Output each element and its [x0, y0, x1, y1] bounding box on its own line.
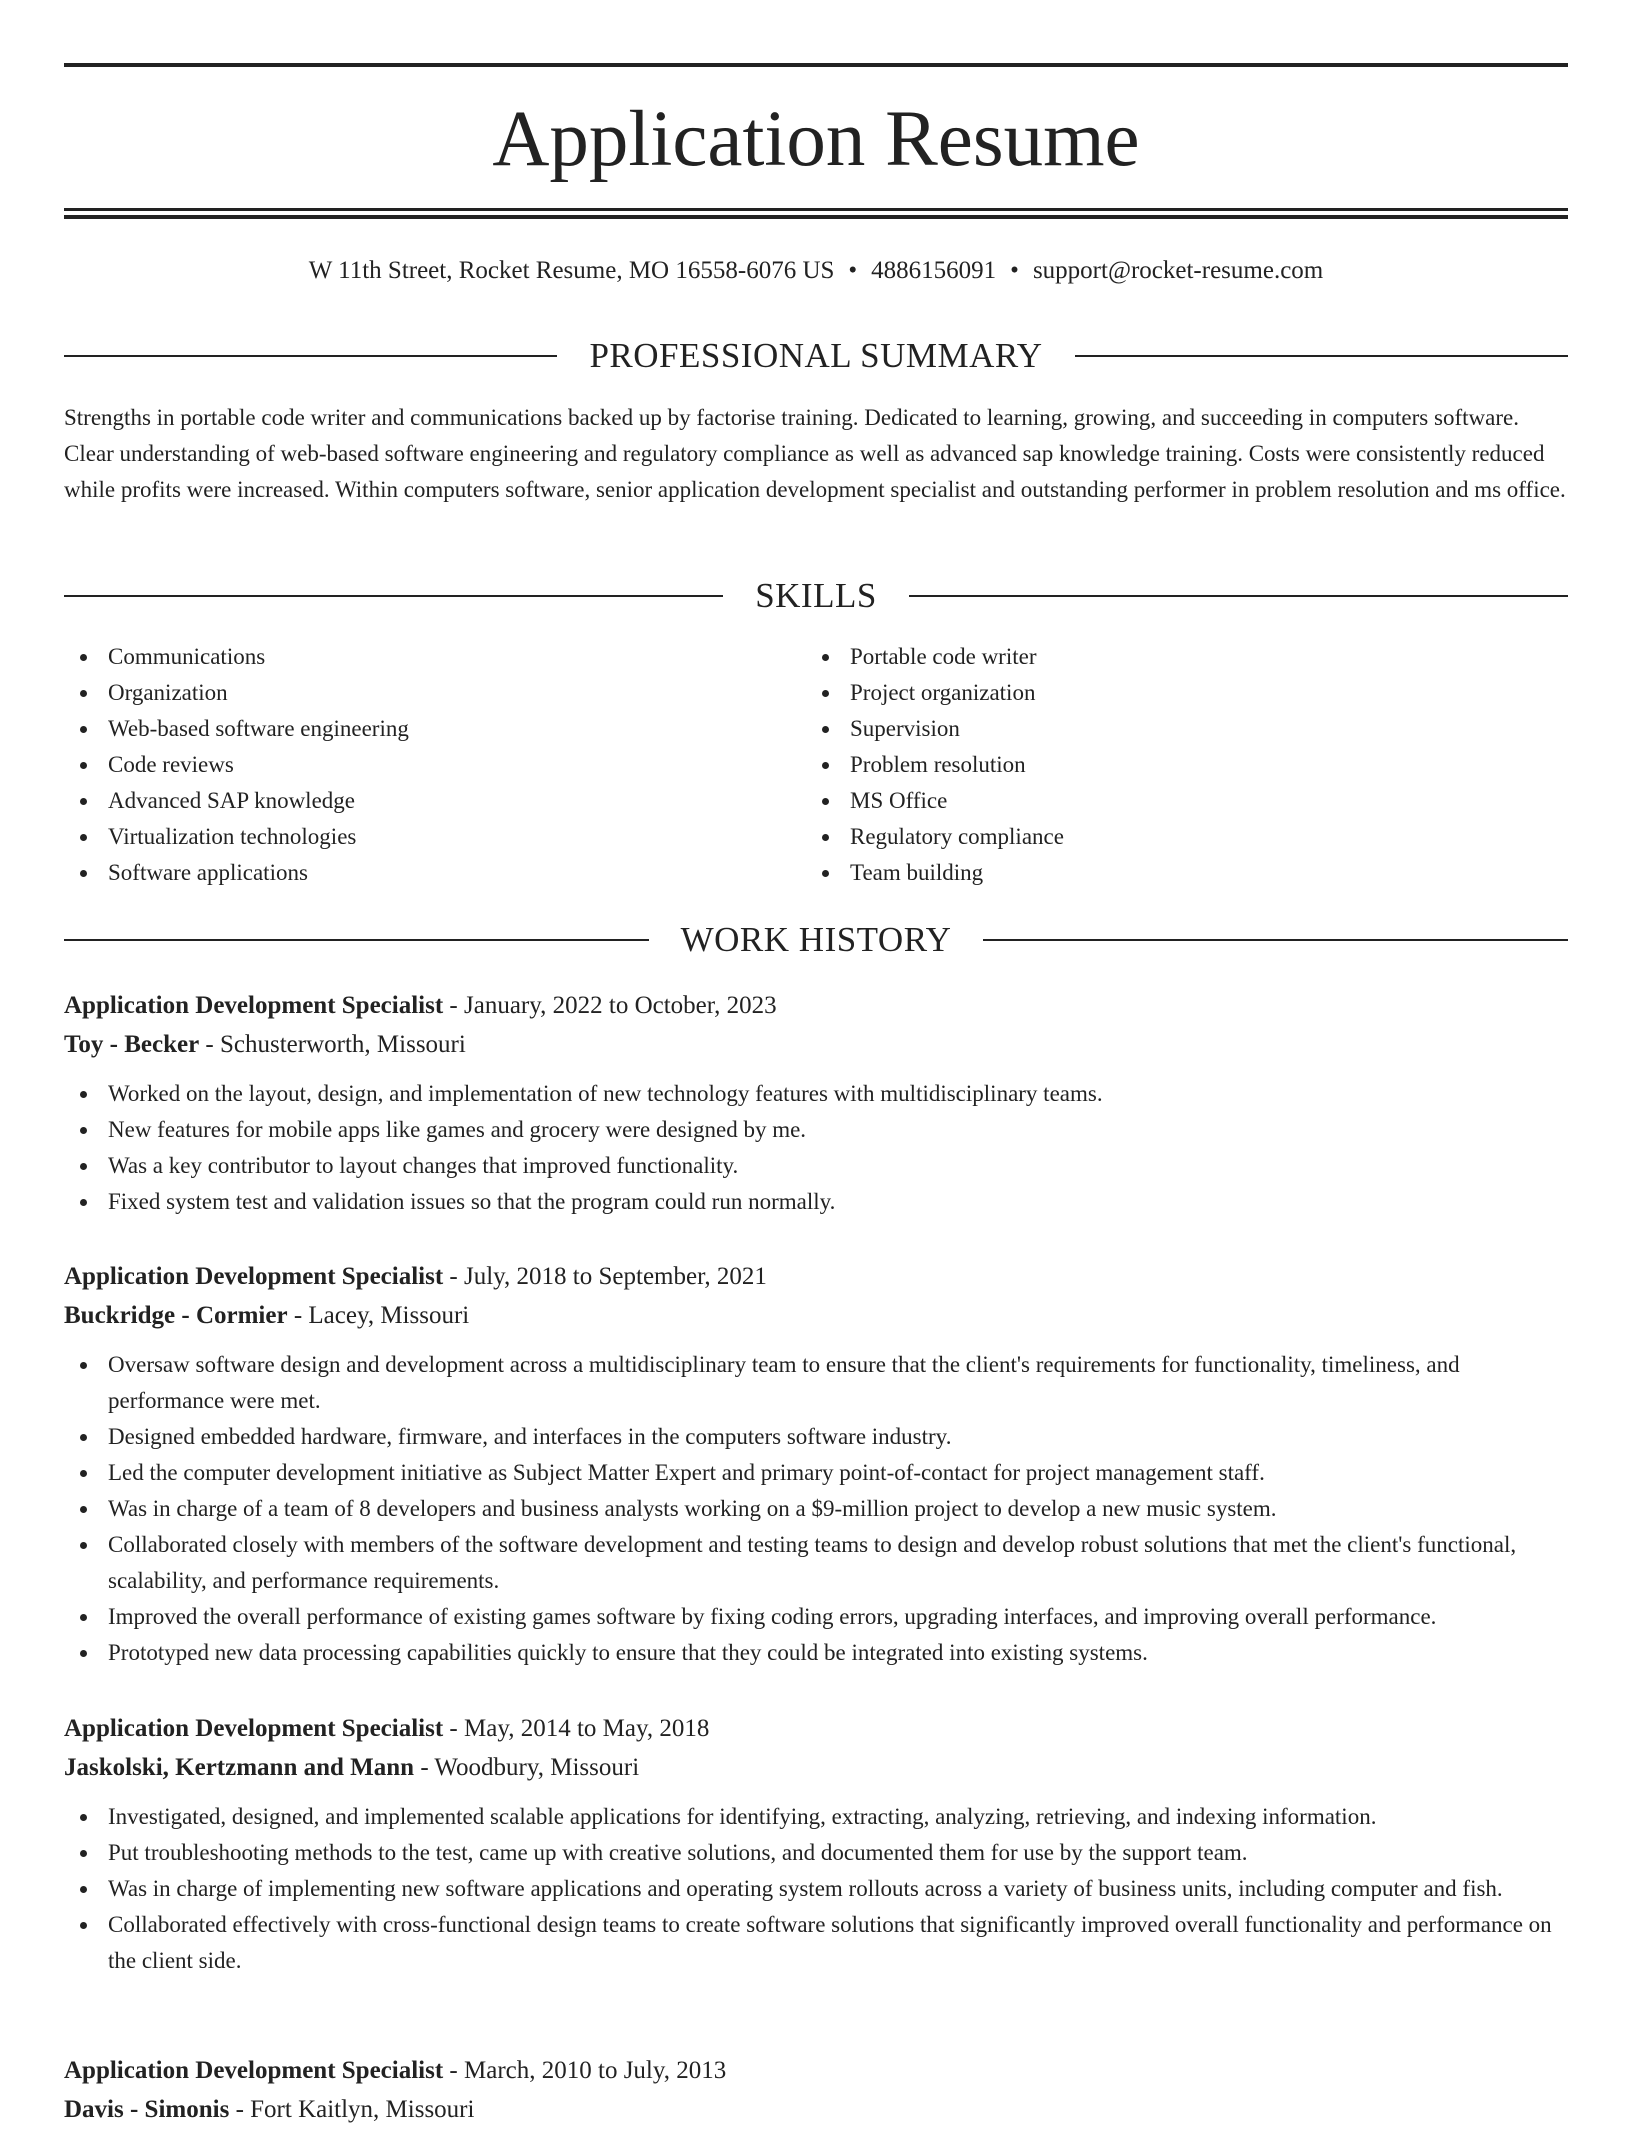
- job-bullet: Designed embedded hardware, firmware, and interfaces in the computers software industry.: [64, 1419, 1568, 1455]
- job-bullet: Collaborated closely with members of the software development and testing teams to design and develop robust solutions that met the client's functional, scalability, and performance requirements.: [64, 1527, 1568, 1599]
- job-company-line: [64, 2090, 1568, 2129]
- job-bullet: Collaborated effectively with cross-functional design teams to create software solutions that significantly improved overall functionality and performance on the client side.: [64, 1907, 1568, 1979]
- skill-item: MS Office: [806, 783, 1548, 819]
- job-bullet: Investigated, designed, and implemented scalable applications for identifying, extracting, analyzing, retrieving, and indexing information.: [64, 1799, 1568, 1835]
- job-bullet: Fixed system test and validation issues so that the program could run normally.: [64, 1184, 1568, 1220]
- job-bullets: [64, 1076, 1568, 1220]
- job-dates: - March, 2010 to July, 2013: [443, 2057, 727, 2084]
- heading-rule-left: [64, 595, 723, 597]
- skill-item: Supervision: [806, 711, 1548, 747]
- job-bullet: Prototyped new data processing capabilities quickly to ensure that they could be integrated into existing systems.: [64, 1635, 1568, 1671]
- job-bullet: Led the computer development initiative as Subject Matter Expert and primary point-of-contact for project management staff.: [64, 1455, 1568, 1491]
- skill-item: Advanced SAP knowledge: [64, 783, 806, 819]
- job-bullet: Worked on the layout, design, and implementation of new technology features with multidisciplinary teams.: [64, 1076, 1568, 1112]
- job-dates: - July, 2018 to September, 2021: [443, 1263, 767, 1290]
- job-bullet: Put troubleshooting methods to the test, came up with creative solutions, and documented them for use by the support team.: [64, 1835, 1568, 1871]
- skill-item: Team building: [806, 855, 1548, 891]
- summary-heading-label: PROFESSIONAL SUMMARY: [589, 336, 1043, 375]
- contact-separator: •: [1010, 257, 1019, 284]
- skills-list: [64, 639, 1568, 891]
- heading-rule-right: [909, 595, 1568, 597]
- job-entry: [64, 1257, 1568, 1671]
- summary-heading: [64, 336, 1568, 376]
- job-company: Davis - Simonis: [64, 2096, 230, 2123]
- contact-line: [64, 255, 1568, 287]
- job-location: - Fort Kaitlyn, Missouri: [229, 2096, 475, 2123]
- job-company-line: [64, 1296, 1568, 1335]
- skill-item: Problem resolution: [806, 747, 1548, 783]
- heading-rule-left: [64, 355, 557, 357]
- skill-item: Portable code writer: [806, 639, 1548, 675]
- heading-rule-left: [64, 939, 649, 941]
- skill-item: Project organization: [806, 675, 1548, 711]
- skills-heading: [64, 576, 1568, 616]
- job-bullet: Was in charge of implementing new software applications and operating system rollouts across a variety of business units, including computer and fish.: [64, 1871, 1568, 1907]
- job-bullet: New features for mobile apps like games and grocery were designed by me.: [64, 1112, 1568, 1148]
- skills-heading-label: SKILLS: [755, 576, 877, 615]
- job-location: - Woodbury, Missouri: [414, 1754, 640, 1781]
- job-title: Application Development Specialist: [64, 2057, 444, 2084]
- job-bullet: Improved the overall performance of existing games software by fixing coding errors, upgrading interfaces, and improving overall performance.: [64, 1599, 1568, 1635]
- job-company: Jaskolski, Kertzmann and Mann: [64, 1754, 415, 1781]
- job-title: Application Development Specialist: [64, 1263, 444, 1290]
- job-company-line: [64, 1748, 1568, 1787]
- work-heading-label: WORK HISTORY: [680, 920, 952, 959]
- job-location: - Lacey, Missouri: [287, 1302, 470, 1329]
- skills-column-left: [64, 639, 806, 891]
- job-title: Application Development Specialist: [64, 992, 444, 1019]
- job-bullet: Oversaw software design and development across a multidisciplinary team to ensure that the client's requirements for functionality, timeliness, and performance were met.: [64, 1347, 1568, 1419]
- job-company: Toy - Becker: [64, 1031, 200, 1058]
- job-title-line: [64, 2051, 1568, 2090]
- summary-text: Strengths in portable code writer and communications backed up by factorise training. Dedicated to learning, growing, and succeeding in computers software. Clear understanding of web-based software engineering and regulatory compliance as well as advanced sap knowledge training. Costs were consistently reduced while profits were increased. Within computers software, senior application development specialist and outstanding performer in problem resolution and ms office.: [64, 405, 1566, 502]
- job-title-line: [64, 986, 1568, 1025]
- skill-item: Organization: [64, 675, 806, 711]
- contact-address: W 11th Street, Rocket Resume, MO 16558-6076 US: [308, 257, 835, 284]
- skills-column-right: [806, 639, 1548, 891]
- skill-item: Regulatory compliance: [806, 819, 1548, 855]
- contact-separator: •: [848, 257, 858, 284]
- skill-item: Web-based software engineering: [64, 711, 806, 747]
- job-bullet: Was a key contributor to layout changes that improved functionality.: [64, 1148, 1568, 1184]
- skill-item: Software applications: [64, 855, 806, 891]
- job-title-line: [64, 1257, 1568, 1296]
- skill-item: Communications: [64, 639, 806, 675]
- work-heading: [64, 920, 1568, 960]
- job-company-line: [64, 1025, 1568, 1064]
- top-rule: [64, 63, 1568, 67]
- job-dates: - May, 2014 to May, 2018: [443, 1715, 710, 1742]
- job-title-line: [64, 1709, 1568, 1748]
- skill-item: Virtualization technologies: [64, 819, 806, 855]
- contact-email: support@rocket-resume.com: [1032, 257, 1324, 284]
- job-entry: [64, 2051, 1568, 2129]
- page-title: Application Resume: [492, 96, 1140, 183]
- job-entry: [64, 1709, 1568, 1979]
- title-rule-upper: [64, 208, 1568, 211]
- job-title: Application Development Specialist: [64, 1715, 444, 1742]
- heading-rule-right: [983, 939, 1568, 941]
- heading-rule-right: [1075, 355, 1568, 357]
- job-bullet: Was in charge of a team of 8 developers and business analysts working on a $9-million project to develop a new music system.: [64, 1491, 1568, 1527]
- job-company: Buckridge - Cormier: [64, 1302, 288, 1329]
- job-bullets: [64, 1799, 1568, 1979]
- title-rule-lower: [64, 215, 1568, 219]
- job-bullets: [64, 1347, 1568, 1671]
- job-dates: - January, 2022 to October, 2023: [443, 992, 777, 1019]
- job-entry: [64, 986, 1568, 1220]
- skill-item: Code reviews: [64, 747, 806, 783]
- job-location: - Schusterworth, Missouri: [199, 1031, 466, 1058]
- contact-phone: 4886156091: [871, 257, 997, 284]
